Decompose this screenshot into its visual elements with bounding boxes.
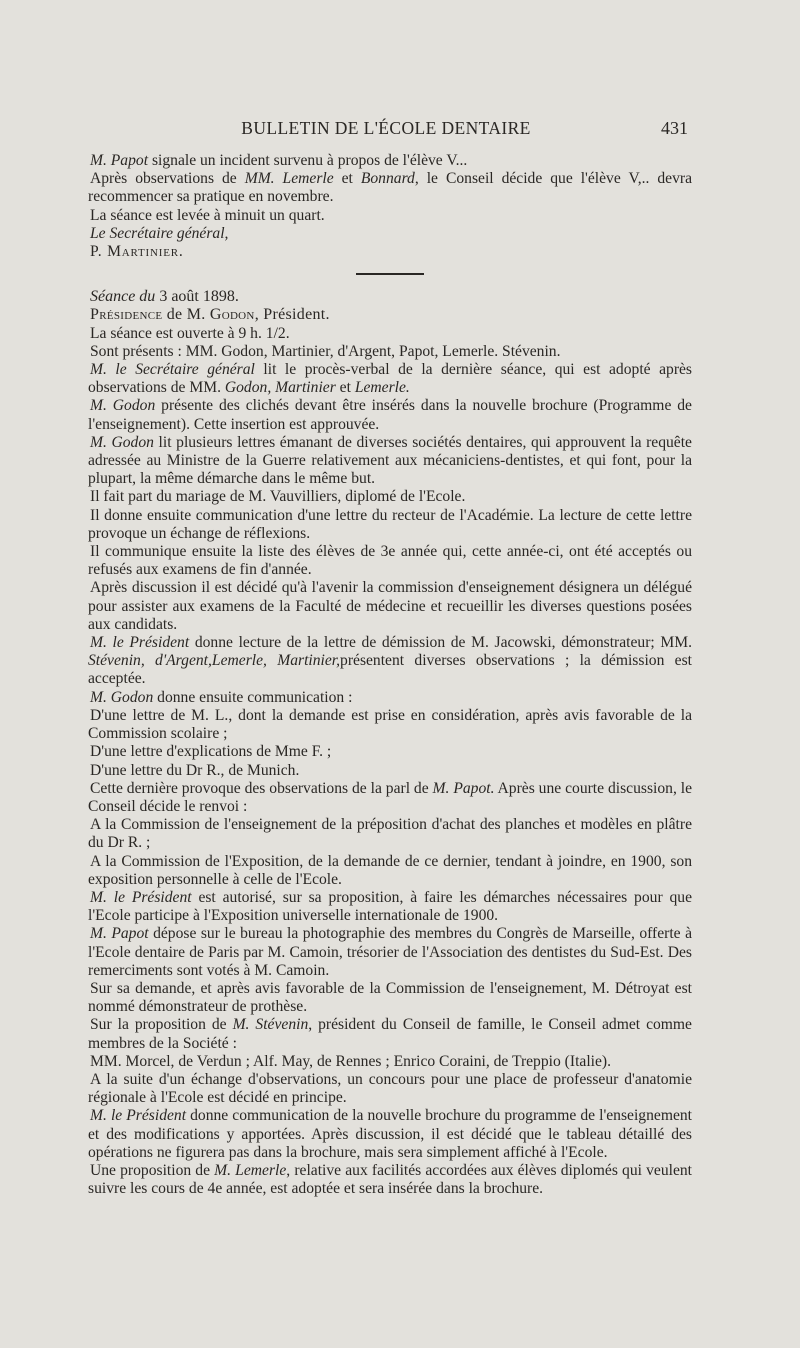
article-body: [88, 152, 692, 1198]
president-name: Godon: [209, 306, 255, 324]
paragraph: [88, 634, 692, 689]
paragraph: [88, 170, 692, 206]
person-name: Lemerle.: [354, 379, 410, 397]
text-run: Sur la proposition de: [90, 1016, 233, 1034]
text-run: , relative aux facilités accordées aux élèves diplomés qui veulent suivre les cours de 4e année, est adoptée et sera insérée dans la brochure.: [88, 1161, 693, 1198]
paragraph: La séance est ouverte à 9 h. 1/2.: [90, 324, 290, 342]
paragraph: [88, 925, 692, 980]
paragraph: D'une lettre de M. L., dont la demande est prise en considération, après avis favorable de la Commission scolaire ;: [88, 706, 692, 743]
paragraph: [88, 152, 692, 170]
text-run: , Président.: [254, 306, 330, 324]
presidence-line: [88, 306, 692, 324]
paragraph: [88, 889, 692, 925]
signature-name: P. Martinier.: [90, 243, 184, 261]
paragraph: A la Commission de l'Exposition, de la demande de ce dernier, tendant à joindre, en 1900, son exposition personnelle à celle de l'Ecole.: [88, 852, 692, 888]
seance-title-a: Séance du: [90, 288, 156, 306]
person-name: Stévenin, d'Argent,Lemerle, Martinier,: [88, 652, 341, 670]
paragraph: [88, 397, 692, 433]
paragraph: D'une lettre d'explications de Mme F. ;: [90, 743, 332, 761]
text-run: lit le procès-verbal de la dernière séance, qui est adopté après observations de MM.: [88, 361, 692, 397]
seance-date: 3 août 1898.: [159, 288, 239, 306]
paragraph: Il communique ensuite la liste des élèves de 3e année qui, cette année-ci, ont été acceptés ou refusés aux examens de fin d'année.: [88, 543, 692, 579]
person-name: M. Papot: [90, 925, 149, 943]
person-name: M. Godon: [90, 397, 156, 415]
text-run: est autorisé, sur sa proposition, à faire les démarches nécessaires pour que l'Ecole participe à l'Exposition universelle internationale de 1900.: [88, 888, 692, 925]
signature-role: Le Secrétaire général,: [90, 224, 229, 242]
paragraph: Il fait part du mariage de M. Vauvilliers, diplomé de l'Ecole.: [90, 488, 466, 506]
presidence-label: Présidence: [90, 306, 163, 324]
text-run: dépose sur le bureau la photographie des membres du Congrès de Marseille, offerte à l'Ecole dentaire de Paris par M. Camoin, trésorier de l'Association des dentistes du Sud-Est. Des remerciments sont votés à M. Camoin.: [88, 925, 692, 979]
person-name: M. le Président: [90, 888, 192, 906]
text-run: et: [335, 379, 355, 397]
person-name: M. Godon: [90, 433, 154, 451]
text-run: Après une courte discussion, le Conseil décide le renvoi :: [88, 779, 693, 815]
seance-title: [88, 288, 692, 306]
paragraph: [88, 434, 692, 489]
text-run: présente des clichés devant être insérés dans la nouvelle brochure (Programme de l'enseignement). Cette insertion est approuvée.: [88, 397, 692, 433]
person-name: M. le Président: [90, 634, 190, 652]
paragraph: [88, 1016, 692, 1052]
page-number: 431: [661, 118, 688, 138]
text-run: donne ensuite communication :: [153, 688, 353, 706]
text-run: Une proposition de: [90, 1161, 215, 1179]
person-name: M. Papot.: [432, 779, 495, 797]
text-run: signale un incident survenu à propos de l'élève V...: [148, 152, 468, 169]
paragraph: [88, 361, 692, 397]
text-run: donne lecture de la lettre de démission de M. Jacowski, démonstrateur; MM.: [189, 634, 693, 652]
paragraph: Il donne ensuite communication d'une lettre du recteur de l'Académie. La lecture de cette lettre provoque un échange de réflexions.: [88, 506, 692, 542]
person-name: M. Lemerle: [214, 1161, 287, 1179]
text-run: et: [333, 170, 361, 188]
text-run: lit plusieurs lettres émanant de diverses sociétés dentaires, qui approuvent la requête adressée au Ministre de la Guerre relativement aux mécaniciens-dentistes, et qui font, pour la plupart, la même démarche dans le même but.: [88, 433, 692, 488]
paragraph: La séance est levée à minuit un quart.: [90, 206, 325, 224]
paragraph: [88, 1107, 692, 1162]
person-name: MM. Lemerle: [244, 170, 334, 188]
person-name: M. Stévenin: [232, 1016, 309, 1034]
running-head: BULLETIN DE L'ÉCOLE DENTAIRE: [241, 118, 531, 138]
person-name: Godon, Martinier: [224, 379, 336, 397]
paragraph: [88, 780, 692, 816]
text-run: Après observations de: [90, 170, 245, 188]
person-name: Bonnard: [360, 170, 415, 188]
person-name: M. le Président: [90, 1107, 187, 1125]
text-run: présentent diverses observations ; la démission est acceptée.: [88, 652, 692, 688]
text-run: donne communication de la nouvelle brochure du programme de l'enseignement et des modifications y apportées. Après discussion, il est décidé que le tableau détaillé des opérations ne figurera pas dans la brochure, mais sera simplement affiché à l'Ecole.: [88, 1107, 692, 1161]
text-run: Cette dernière provoque des observations de la parl de: [90, 779, 433, 797]
person-name: M. le Secrétaire général: [90, 361, 255, 379]
page-header: [88, 118, 688, 140]
paragraph: Sur sa demande, et après avis favorable de la Commission de l'enseignement, M. Détroyat est nommé démonstrateur de prothèse.: [88, 979, 692, 1016]
text-run: , le Conseil décide que l'élève V,.. devra recommencer sa pratique en novembre.: [88, 170, 692, 206]
paragraph: [88, 689, 692, 707]
paragraph: A la Commission de l'enseignement de la préposition d'achat des planches et modèles en plâtre du Dr R. ;: [88, 816, 692, 852]
text-run: , président du Conseil de famille, le Conseil admet comme membres de la Société :: [88, 1016, 692, 1052]
section-divider: [356, 273, 424, 275]
paragraph: A la suite d'un échange d'observations, un concours pour une place de professeur d'anatomie régionale à l'Ecole est décidé en principe.: [88, 1070, 692, 1107]
paragraph: Sont présents : MM. Godon, Martinier, d'Argent, Papot, Lemerle. Stévenin.: [90, 342, 561, 360]
person-name: M. Godon: [90, 688, 154, 706]
paragraph: [88, 1162, 692, 1198]
paragraph: MM. Morcel, de Verdun ; Alf. May, de Rennes ; Enrico Coraini, de Treppio (Italie).: [90, 1052, 611, 1070]
paragraph: Après discussion il est décidé qu'à l'avenir la commission d'enseignement désignera un délégué pour assister aux examens de la Faculté de médecine et recueillir les diverses questions posées aux candidats.: [88, 579, 692, 633]
paragraph: D'une lettre du Dr R., de Munich.: [90, 761, 300, 779]
text-run: de M.: [162, 306, 210, 324]
person-name: M. Papot: [90, 152, 149, 169]
